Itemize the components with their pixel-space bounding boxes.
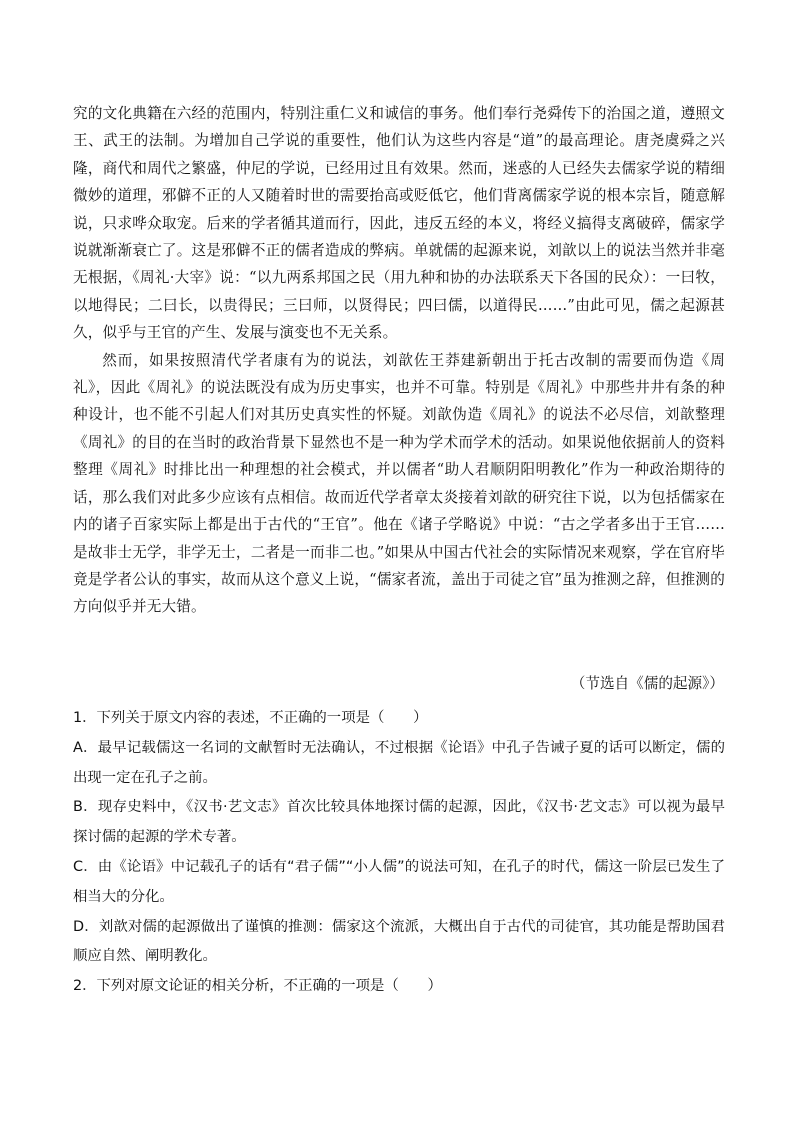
question-2-stem: 2．下列对原文论证的相关分析，不正确的一项是（ ） bbox=[73, 978, 442, 995]
passage-paragraph-1: 究的文化典籍在六经的范围内，特别注重仁义和诚信的事务。他们奉行尧舜传下的治国之道，遵照文王、武王的法制。为增加自己学说的重要性，他们认为这些内容是“道”的最高理论。唐尧虞舜之兴隆，商代和周代之繁盛，仲尼的学说，已经用过且有效果。然而，迷惑的人已经失去儒家学说的精细微妙的道理，邪僻不正的人又随着时世的需要抬高或贬低它，他们背离儒家学说的根本宗旨，随意解说，只求哗众取宠。后来的学者循其道而行，因此，违反五经的本义，将经义搞得支离破碎，儒家学说就渐渐衰亡了。这是邪僻不正的儒者造成的弊病。单就儒的起源来说，刘歆以上的说法当然并非毫无根据，《周礼·大宰》说：“以九两系邦国之民（用九种和协的办法联系天下各国的民众）：一曰牧，以地得民；二曰长，以贵得民；三曰师，以贤得民；四曰儒，以道得民……”由此可见，儒之起源甚久，似乎与王官的产生、发展与演变也不无关系。 bbox=[73, 105, 725, 342]
source-citation: （节选自《儒的起源》） bbox=[570, 675, 724, 692]
question-section bbox=[73, 704, 725, 1002]
question-1-option-a: A．最早记载儒这一名词的文献暂时无法确认，不过根据《论语》中孔子告诫子夏的话可以断定，儒的出现一定在孔子之前。 bbox=[73, 739, 725, 786]
question-1-option-b: B．现存史料中，《汉书·艺文志》首次比较具体地探讨儒的起源，因此，《汉书·艺文志》可以视为最早探讨儒的起源的学术专著。 bbox=[73, 799, 725, 846]
question-1-stem: 1．下列关于原文内容的表述，不正确的一项是（ ） bbox=[73, 710, 428, 726]
question-1-option-c: C．由《论语》中记载孔子的话有“君子儒”“小人儒”的说法可知，在孔子的时代，儒这一阶层已发生了相当大的分化。 bbox=[73, 858, 725, 905]
question-1-option-d: D．刘歆对儒的起源做出了谨慎的推测：儒家这个流派，大概出自于古代的司徒官，其功能是帮助国君顺应自然、阐明教化。 bbox=[73, 918, 725, 965]
reading-passage bbox=[73, 100, 725, 621]
passage-paragraph-2: 然而，如果按照清代学者康有为的说法，刘歆佐王莽建新朝出于托古改制的需要而伪造《周礼》，因此《周礼》的说法既没有成为历史事实，也并不可靠。特别是《周礼》中那些井井有条的种种设计，也不能不引起人们对其历史真实性的怀疑。刘歆伪造《周礼》的说法不必尽信，刘歆整理《周礼》的目的在当时的政治背景下显然也不是一种为学术而学术的活动。如果说他依据前人的资料整理《周礼》时排比出一种理想的社会模式，并以儒者“助人君顺阴阳明教化”作为一种政治期待的话，那么我们对此多少应该有点相信。故而近代学者章太炎接着刘歆的研究往下说，以为包括儒家在内的诸子百家实际上都是出于古代的“王官”。他在《诸子学略说》中说：“古之学者多出于王官……是故非士无学，非学无士，二者是一而非二也。”如果从中国古代社会的实际情况来观察，学在官府毕竟是学者公认的事实，故而从这个意义上说，“儒家者流，盖出于司徒之官”虽为推测之辞，但推测的方向似乎并无大错。 bbox=[73, 351, 725, 616]
